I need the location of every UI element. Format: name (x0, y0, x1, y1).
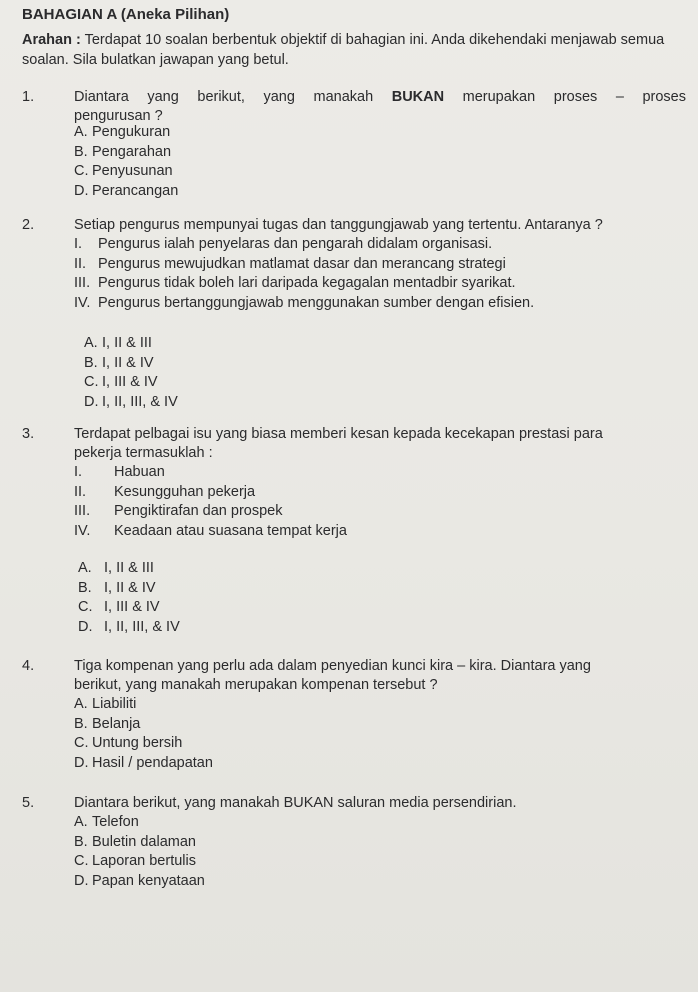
section-title: BAHAGIAN A (Aneka Pilihan) (22, 6, 230, 23)
statement-numeral: II. (74, 483, 87, 500)
option-c[interactable] (74, 734, 686, 754)
option-text: Buletin dalaman (92, 833, 196, 850)
statement-item (64, 294, 686, 314)
option-text: Pengarahan (92, 143, 172, 160)
question-1 (22, 88, 686, 201)
statement-numeral: II. (74, 255, 87, 272)
question-5 (22, 794, 686, 891)
statement-numeral: III. (74, 503, 91, 519)
option-letter: C. (74, 853, 89, 869)
question-number: 3. (22, 426, 35, 442)
question-2 (22, 216, 686, 412)
statement-list (74, 463, 686, 541)
statement-text: Kesungguhan pekerja (114, 483, 256, 500)
option-text: Penyusunan (92, 163, 173, 179)
option-a[interactable] (78, 559, 686, 579)
statement-text: Pengiktirafan dan prospek (114, 503, 283, 519)
option-letter: A. (84, 335, 98, 351)
option-text: I, II & III (104, 560, 154, 576)
statement-item (64, 255, 686, 275)
options-list (74, 813, 686, 891)
option-c[interactable] (74, 162, 686, 182)
question-text: Diantara berikut, yang manakah BUKAN saluran media persendirian. (74, 795, 517, 811)
statement-text: Pengurus bertanggungjawab menggunakan sumber dengan efisien. (98, 294, 535, 311)
question-number: 5. (22, 795, 35, 811)
instructions (22, 30, 686, 70)
statement-numeral: III. (74, 275, 91, 291)
option-letter: A. (74, 696, 88, 712)
statement-text: Pengurus mewujudkan matlamat dasar dan merancang strategi (98, 255, 506, 272)
question-number: 4. (22, 658, 35, 674)
options-list (74, 123, 686, 201)
statement-text: Keadaan atau suasana tempat kerja (114, 522, 347, 539)
statement-numeral: IV. (74, 294, 91, 311)
question-4 (22, 657, 686, 773)
statement-text: Habuan (114, 464, 165, 480)
option-text: I, II & IV (104, 579, 156, 596)
statement-item (74, 483, 686, 503)
question-number: 2. (22, 217, 35, 233)
option-c[interactable] (84, 373, 686, 393)
question-text (74, 88, 686, 107)
option-letter: B. (74, 715, 88, 732)
question-text-emphasis: BUKAN (391, 89, 445, 105)
options-list (78, 559, 686, 637)
statement-numeral: IV. (74, 522, 91, 539)
question-text: Tiga kompenan yang perlu ada dalam penyedian kunci kira – kira. Diantara yang (74, 658, 591, 674)
option-b[interactable] (74, 143, 686, 163)
option-a[interactable] (74, 813, 686, 833)
option-text: Hasil / pendapatan (92, 754, 213, 771)
statement-item (64, 274, 686, 294)
option-letter: B. (74, 833, 88, 850)
instruction-label: Arahan : (22, 32, 81, 48)
option-text: I, II & IV (102, 354, 154, 371)
question-text-part: merupakan proses – proses (444, 89, 686, 105)
question-text-continued: berikut, yang manakah merupakan kompenan tersebut ? (74, 677, 438, 693)
option-letter: D. (74, 182, 89, 199)
option-letter: B. (78, 579, 92, 596)
option-b[interactable] (84, 354, 686, 374)
option-c[interactable] (78, 598, 686, 618)
option-d[interactable] (74, 182, 686, 202)
option-letter: D. (78, 618, 93, 635)
option-c[interactable] (74, 852, 686, 872)
option-letter: D. (84, 393, 99, 410)
option-d[interactable] (74, 754, 686, 774)
option-d[interactable] (78, 618, 686, 638)
option-text: Telefon (92, 814, 139, 830)
option-text: Papan kenyataan (92, 872, 205, 889)
option-letter: A. (78, 560, 92, 576)
question-text: Setiap pengurus mempunyai tugas dan tanggungjawab yang tertentu. Antaranya ? (74, 217, 603, 233)
option-a[interactable] (74, 695, 686, 715)
option-text: I, III & IV (102, 374, 158, 390)
option-letter: B. (84, 354, 98, 371)
option-letter: B. (74, 143, 88, 160)
option-text: Belanja (92, 715, 141, 732)
option-b[interactable] (74, 715, 686, 735)
question-text-continued: pengurusan ? (74, 108, 163, 124)
options-list (74, 695, 686, 773)
statement-list (64, 235, 686, 313)
option-text: I, II & III (102, 335, 152, 351)
option-letter: D. (74, 754, 89, 771)
option-letter: A. (74, 814, 88, 830)
option-letter: C. (78, 599, 93, 615)
option-letter: C. (84, 374, 99, 390)
statement-text: Pengurus tidak boleh lari daripada kegagalan mentadbir syarikat. (98, 275, 516, 291)
option-b[interactable] (78, 579, 686, 599)
option-text: I, III & IV (104, 599, 160, 615)
option-text: Liabiliti (92, 696, 137, 712)
option-text: Perancangan (92, 182, 179, 199)
statement-numeral: I. (74, 464, 83, 480)
statement-item (74, 502, 686, 522)
option-text: I, II, III, & IV (104, 618, 180, 635)
option-a[interactable] (84, 334, 686, 354)
statement-item (74, 522, 686, 542)
option-letter: D. (74, 872, 89, 889)
option-letter: C. (74, 735, 89, 751)
question-3 (22, 425, 686, 637)
option-d[interactable] (74, 872, 686, 892)
question-text: Terdapat pelbagai isu yang biasa memberi kesan kepada kecekapan prestasi para (74, 426, 603, 442)
option-text: Pengukuran (92, 124, 171, 140)
option-text: Untung bersih (92, 735, 183, 751)
options-list (84, 334, 686, 412)
option-b[interactable] (74, 833, 686, 853)
option-text: I, II, III, & IV (102, 393, 178, 410)
question-text-continued: pekerja termasuklah : (74, 445, 213, 461)
statement-text: Pengurus ialah penyelaras dan pengarah didalam organisasi. (98, 236, 493, 252)
option-a[interactable] (74, 123, 686, 143)
statement-item (74, 463, 686, 483)
option-letter: A. (74, 124, 88, 140)
option-text: Laporan bertulis (92, 853, 196, 869)
question-number: 1. (22, 89, 35, 105)
option-letter: C. (74, 163, 89, 179)
statement-item (64, 235, 686, 255)
question-text-part: Diantara yang berikut, yang manakah (74, 89, 392, 105)
statement-numeral: I. (74, 236, 83, 252)
option-d[interactable] (84, 393, 686, 413)
instruction-text: Terdapat 10 soalan berbentuk objektif di bahagian ini. Anda dikehendaki menjawab semua soalan. Sila bulatkan jawapan yang betul. (22, 32, 665, 68)
